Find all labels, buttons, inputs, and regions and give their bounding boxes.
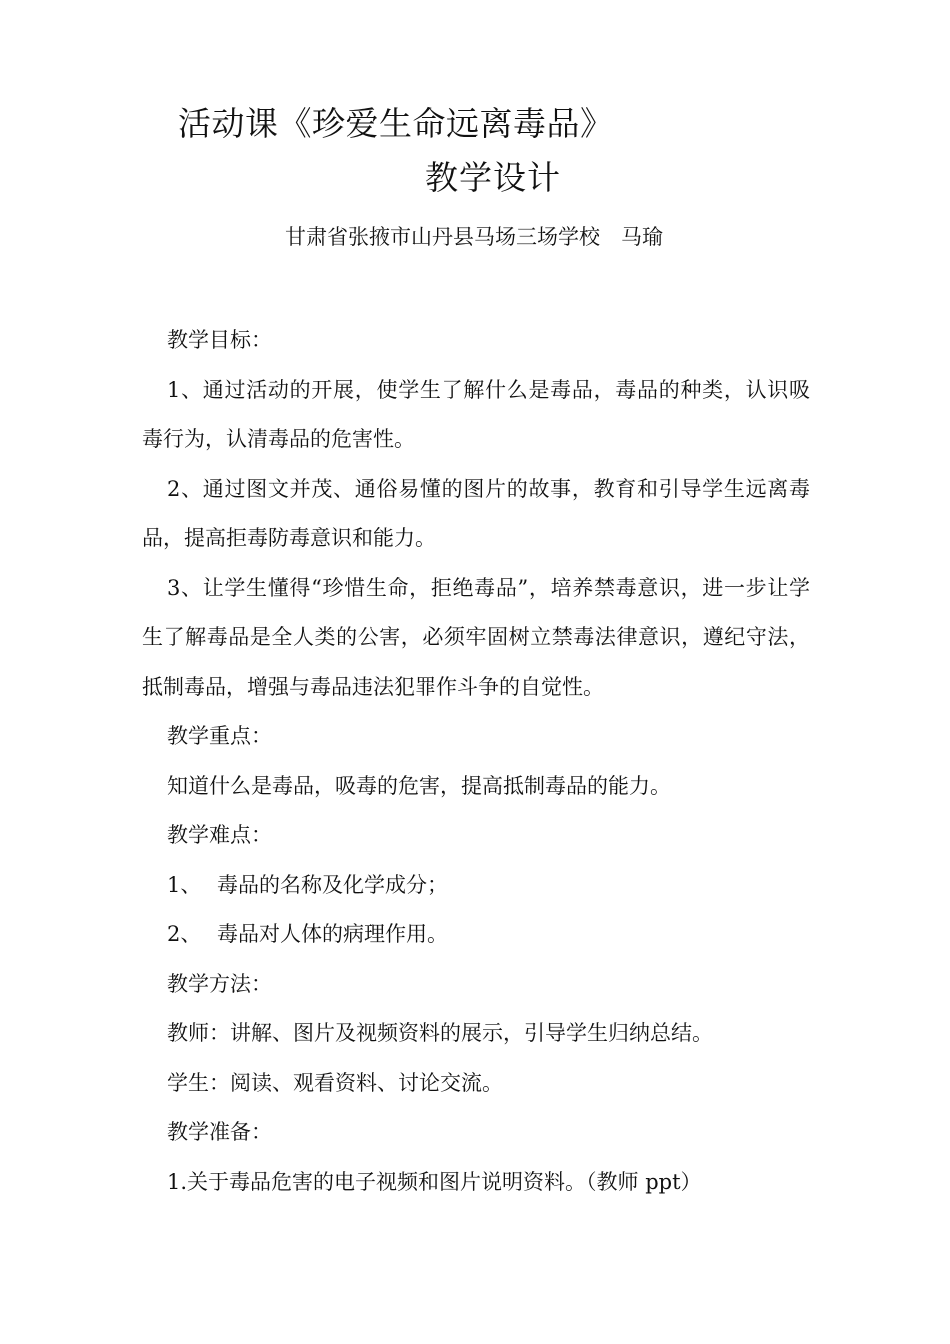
objective-item-3: 3、让学生懂得“珍惜生命，拒绝毒品”，培养禁毒意识，进一步让学生了解毒品是全人类的公害，必须牢固树立禁毒法律意识，遵纪守法，抵制毒品，增强与毒品违法犯罪作斗争的自觉性。 bbox=[142, 575, 810, 699]
methods-student: 学生：阅读、观看资料、讨论交流。 bbox=[167, 1070, 503, 1095]
key-points-text: 知道什么是毒品，吸毒的危害，提高抵制毒品的能力。 bbox=[167, 773, 671, 798]
difficulty-item-2 bbox=[142, 910, 810, 960]
document-body bbox=[142, 316, 810, 1207]
preparation-item-1: 1.关于毒品危害的电子视频和图片说明资料。（教师 ppt） bbox=[167, 1169, 702, 1194]
objective-item-2: 2、通过图文并茂、通俗易懂的图片的故事，教育和引导学生远离毒品，提高拒毒防毒意识和能力。 bbox=[142, 476, 810, 550]
methods-heading: 教学方法： bbox=[167, 971, 272, 996]
objectives-heading: 教学目标： bbox=[167, 328, 272, 352]
document-title: 活动课《珍爱生命远离毒品》 bbox=[178, 104, 614, 143]
objective-item-1: 1、通过活动的开展，使学生了解什么是毒品，毒品的种类，认识吸毒行为，认清毒品的危害性。 bbox=[142, 377, 810, 451]
difficulties-heading: 教学难点： bbox=[167, 823, 272, 847]
document-subtitle: 教学设计 bbox=[425, 158, 561, 197]
methods-teacher: 教师：讲解、图片及视频资料的展示，引导学生归纳总结。 bbox=[167, 1021, 713, 1045]
list-text: 毒品对人体的病理作用。 bbox=[217, 922, 448, 946]
preparation-heading: 教学准备： bbox=[167, 1120, 272, 1144]
difficulty-item-1 bbox=[142, 861, 810, 911]
list-text: 毒品的名称及化学成分； bbox=[217, 872, 448, 897]
key-points-heading: 教学重点： bbox=[167, 724, 272, 748]
author-line: 甘肃省张掖市山丹县马场三场学校 马瑜 bbox=[285, 225, 663, 249]
list-number: 2、 bbox=[167, 922, 202, 946]
list-number: 1、 bbox=[167, 872, 202, 897]
